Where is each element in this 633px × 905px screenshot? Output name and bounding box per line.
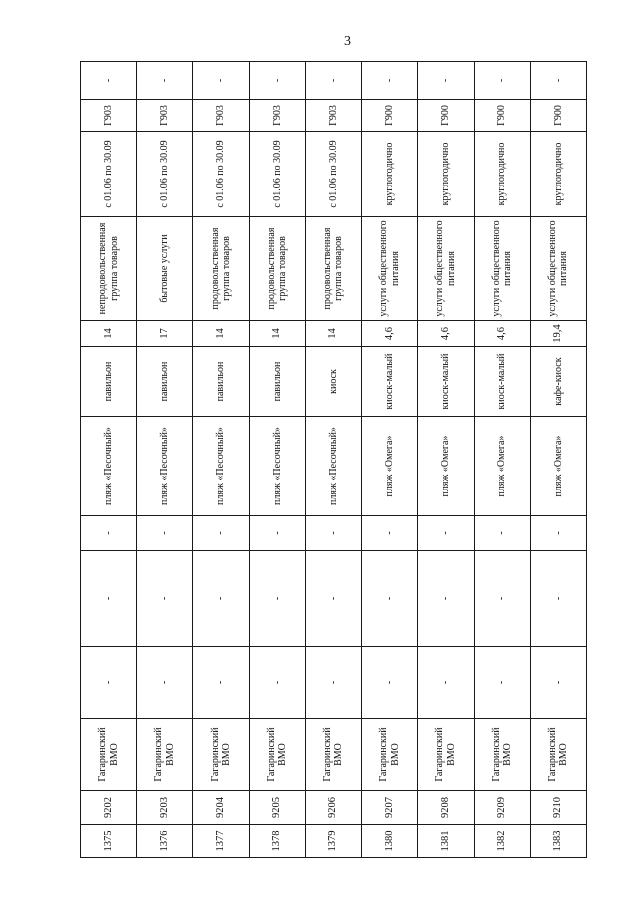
blank-cell-4: -: [249, 647, 305, 719]
object-type-cell: павильон: [137, 347, 193, 417]
object-type-cell: павильон: [81, 347, 137, 417]
status-code-cell: Г903: [249, 100, 305, 132]
status-code-cell: Г900: [418, 100, 474, 132]
period-cell: круглогодично: [474, 132, 530, 217]
table-row: [362, 62, 418, 858]
blank-cell-5: -: [137, 551, 193, 647]
blank-cell-6: -: [474, 516, 530, 551]
code-cell: 9210: [530, 791, 586, 825]
blank-cell-last: -: [530, 62, 586, 100]
code-cell: 9208: [418, 791, 474, 825]
table-row: [81, 62, 137, 858]
code-cell: 9209: [474, 791, 530, 825]
code-cell: 9205: [249, 791, 305, 825]
blank-cell-6: -: [137, 516, 193, 551]
period-cell: с 01.06 по 30.09: [193, 132, 249, 217]
specialization-cell: продовольственная группа товаров: [305, 217, 361, 321]
table-body: [81, 62, 587, 858]
location-cell: пляж «Песочный»: [193, 417, 249, 516]
district-cell: Гагаринский ВМО: [362, 719, 418, 791]
rotated-table-container: [80, 62, 587, 858]
blank-cell-last: -: [474, 62, 530, 100]
blank-cell-5: -: [418, 551, 474, 647]
row-number-cell: 1381: [418, 825, 474, 858]
blank-cell-4: -: [81, 647, 137, 719]
area-cell: 14: [305, 321, 361, 347]
location-cell: пляж «Омега»: [530, 417, 586, 516]
specialization-cell: продовольственная группа товаров: [193, 217, 249, 321]
object-type-cell: павильон: [249, 347, 305, 417]
status-code-cell: Г903: [193, 100, 249, 132]
object-type-cell: павильон: [193, 347, 249, 417]
code-cell: 9202: [81, 791, 137, 825]
blank-cell-6: -: [305, 516, 361, 551]
area-cell: 4,6: [474, 321, 530, 347]
row-number-cell: 1376: [137, 825, 193, 858]
area-cell: 14: [249, 321, 305, 347]
area-cell: 19,4: [530, 321, 586, 347]
area-cell: 4,6: [362, 321, 418, 347]
table-row: [530, 62, 586, 858]
district-cell: Гагаринский ВМО: [81, 719, 137, 791]
blank-cell-last: -: [362, 62, 418, 100]
row-number-cell: 1379: [305, 825, 361, 858]
specialization-cell: бытовые услуги: [137, 217, 193, 321]
blank-cell-5: -: [530, 551, 586, 647]
district-cell: Гагаринский ВМО: [137, 719, 193, 791]
blank-cell-4: -: [474, 647, 530, 719]
object-type-cell: киоск-малый: [474, 347, 530, 417]
specialization-cell: услуги общественного питания: [418, 217, 474, 321]
location-cell: пляж «Омега»: [362, 417, 418, 516]
status-code-cell: Г900: [530, 100, 586, 132]
period-cell: круглогодично: [362, 132, 418, 217]
row-number-cell: 1382: [474, 825, 530, 858]
specialization-cell: услуги общественного питания: [474, 217, 530, 321]
period-cell: с 01.06 по 30.09: [249, 132, 305, 217]
blank-cell-6: -: [362, 516, 418, 551]
status-code-cell: Г903: [81, 100, 137, 132]
blank-cell-4: -: [418, 647, 474, 719]
blank-cell-6: -: [418, 516, 474, 551]
code-cell: 9206: [305, 791, 361, 825]
blank-cell-last: -: [305, 62, 361, 100]
location-cell: пляж «Песочный»: [305, 417, 361, 516]
object-type-cell: киоск: [305, 347, 361, 417]
object-type-cell: киоск-малый: [362, 347, 418, 417]
blank-cell-5: -: [249, 551, 305, 647]
blank-cell-5: -: [305, 551, 361, 647]
data-table: [80, 61, 587, 858]
district-cell: Гагаринский ВМО: [249, 719, 305, 791]
object-type-cell: киоск-малый: [418, 347, 474, 417]
period-cell: с 01.06 по 30.09: [305, 132, 361, 217]
table-row: [249, 62, 305, 858]
blank-cell-last: -: [137, 62, 193, 100]
blank-cell-5: -: [362, 551, 418, 647]
row-number-cell: 1383: [530, 825, 586, 858]
blank-cell-6: -: [81, 516, 137, 551]
blank-cell-4: -: [137, 647, 193, 719]
page-number: 3: [344, 34, 351, 49]
blank-cell-last: -: [418, 62, 474, 100]
district-cell: Гагаринский ВМО: [530, 719, 586, 791]
location-cell: пляж «Песочный»: [249, 417, 305, 516]
row-number-cell: 1380: [362, 825, 418, 858]
table-row: [193, 62, 249, 858]
blank-cell-last: -: [193, 62, 249, 100]
blank-cell-5: -: [474, 551, 530, 647]
blank-cell-5: -: [193, 551, 249, 647]
blank-cell-4: -: [305, 647, 361, 719]
period-cell: круглогодично: [418, 132, 474, 217]
period-cell: с 01.06 по 30.09: [81, 132, 137, 217]
district-cell: Гагаринский ВМО: [305, 719, 361, 791]
specialization-cell: непродовольственная группа товаров: [81, 217, 137, 321]
blank-cell-4: -: [362, 647, 418, 719]
table-row: [474, 62, 530, 858]
object-type-cell: кафе-киоск: [530, 347, 586, 417]
location-cell: пляж «Омега»: [474, 417, 530, 516]
status-code-cell: Г900: [362, 100, 418, 132]
blank-cell-6: -: [193, 516, 249, 551]
status-code-cell: Г903: [137, 100, 193, 132]
table-row: [418, 62, 474, 858]
location-cell: пляж «Песочный»: [81, 417, 137, 516]
period-cell: с 01.06 по 30.09: [137, 132, 193, 217]
table-row: [137, 62, 193, 858]
code-cell: 9207: [362, 791, 418, 825]
blank-cell-last: -: [249, 62, 305, 100]
specialization-cell: продовольственная группа товаров: [249, 217, 305, 321]
area-cell: 14: [193, 321, 249, 347]
row-number-cell: 1375: [81, 825, 137, 858]
area-cell: 17: [137, 321, 193, 347]
specialization-cell: услуги общественного питания: [530, 217, 586, 321]
location-cell: пляж «Песочный»: [137, 417, 193, 516]
row-number-cell: 1378: [249, 825, 305, 858]
status-code-cell: Г903: [305, 100, 361, 132]
status-code-cell: Г900: [474, 100, 530, 132]
specialization-cell: услуги общественного питания: [362, 217, 418, 321]
area-cell: 14: [81, 321, 137, 347]
blank-cell-5: -: [81, 551, 137, 647]
code-cell: 9204: [193, 791, 249, 825]
row-number-cell: 1377: [193, 825, 249, 858]
table-row: [305, 62, 361, 858]
district-cell: Гагаринский ВМО: [193, 719, 249, 791]
blank-cell-6: -: [530, 516, 586, 551]
period-cell: круглогодично: [530, 132, 586, 217]
blank-cell-4: -: [530, 647, 586, 719]
district-cell: Гагаринский ВМО: [474, 719, 530, 791]
blank-cell-last: -: [81, 62, 137, 100]
area-cell: 4,6: [418, 321, 474, 347]
blank-cell-6: -: [249, 516, 305, 551]
code-cell: 9203: [137, 791, 193, 825]
location-cell: пляж «Омега»: [418, 417, 474, 516]
blank-cell-4: -: [193, 647, 249, 719]
district-cell: Гагаринский ВМО: [418, 719, 474, 791]
